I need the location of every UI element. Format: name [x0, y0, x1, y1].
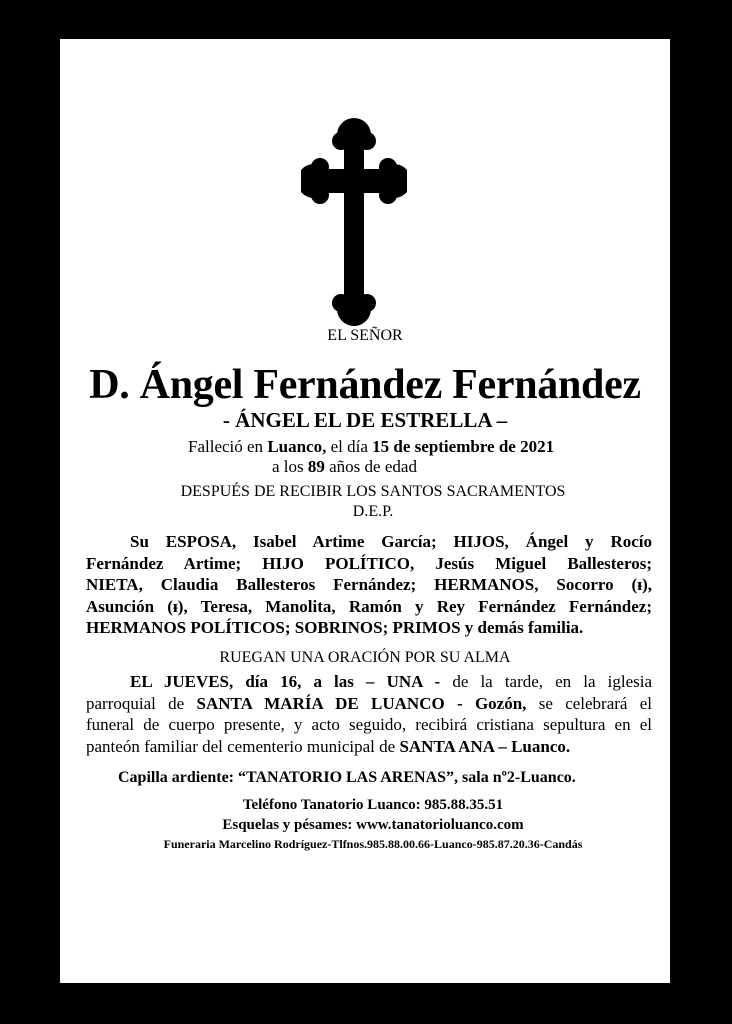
family-line: Su ESPOSA, Isabel Artime García; HIJOS, Ángel y Rocío — [130, 532, 652, 551]
death-info: Falleció en Luanco, el día 15 de septiembre de 2021 — [188, 437, 555, 456]
family-line: Asunción (ᵻ), Teresa, Manolita, Ramón y Rey Fernández Fernández; — [86, 596, 652, 616]
chapel-info: Capilla ardiente: “TANATORIO LAS ARENAS”, sala nº2-Luanco. — [118, 769, 576, 786]
family-line: NIETA, Claudia Ballesteros Fernández; HERMANOS, Socorro (ᵻ), — [86, 575, 652, 595]
funeral-day: EL JUEVES, día 16, a las – UNA - — [130, 672, 441, 691]
cross-icon — [301, 117, 407, 327]
deceased-name: D. Ángel Fernández Fernández — [89, 362, 641, 408]
prayer: RUEGAN UNA ORACIÓN POR SU ALMA — [219, 649, 511, 666]
family-paragraph — [86, 531, 652, 639]
dep: D.E.P. — [352, 503, 394, 520]
cemetery-name: SANTA ANA – Luanco. — [399, 736, 571, 756]
church-name: SANTA MARÍA DE LUANCO - Gozón, — [196, 693, 527, 713]
funeral-paragraph: EL JUEVES, día 16, a las – UNA - de la tarde, en la iglesia parroquial de SANTA MARÍA DE LUANCO - Gozón, se celebrará el funeral de cuerpo presente, y acto seguido, recibirá cristiana sepultura en el panteón familiar del cementerio municipal de SANTA ANA – Luanco. — [86, 672, 653, 756]
funeral-home-info: Funeraria Marcelino Rodríguez-Tlfnos.985.88.00.66-Luanco-985.87.20.36-Candás — [163, 837, 583, 851]
nickname: - ÁNGEL EL DE ESTRELLA – — [222, 408, 508, 432]
death-place: Luanco, — [267, 437, 327, 456]
family-line: HERMANOS POLÍTICOS; SOBRINOS; PRIMOS y demás familia. — [86, 618, 584, 638]
honorific: EL SEÑOR — [327, 327, 403, 344]
sacraments: DESPUÉS DE RECIBIR LOS SANTOS SACRAMENTOS — [180, 483, 566, 500]
phone-info: Teléfono Tanatorio Luanco: 985.88.35.51 — [242, 797, 504, 813]
age-value: 89 — [307, 457, 325, 476]
age-info: a los 89 años de edad — [272, 457, 417, 476]
family-line: Fernández Artime; HIJO POLÍTICO, Jesús Miguel Ballesteros; — [86, 553, 652, 573]
death-date: 15 de septiembre de 2021 — [372, 437, 555, 456]
web-info: Esquelas y pésames: www.tanatorioluanco.com — [222, 817, 524, 833]
obituary-notice — [60, 39, 670, 983]
